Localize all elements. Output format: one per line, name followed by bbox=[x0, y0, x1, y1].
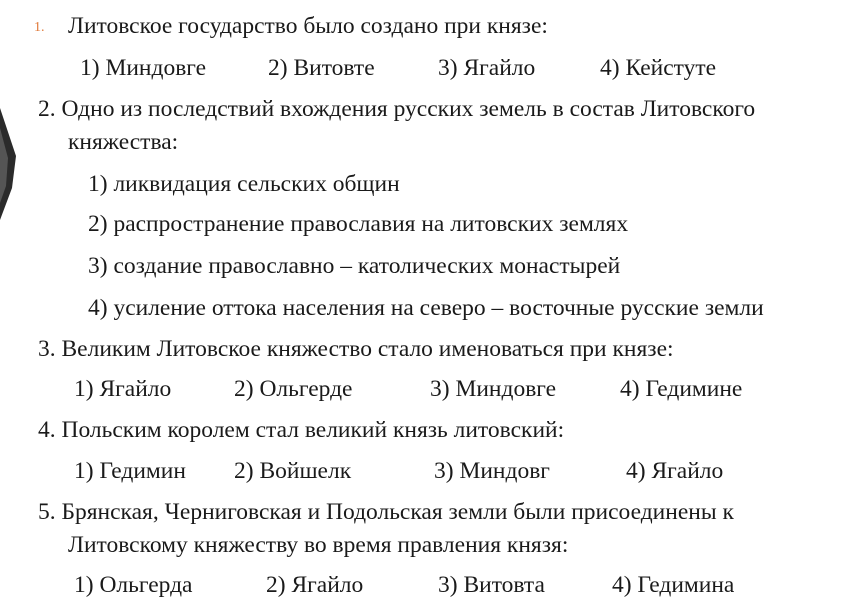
question-5-option-2: 2) Ягайло bbox=[266, 572, 364, 598]
question-1-text: Литовское государство было создано при князе: bbox=[68, 13, 548, 39]
question-5-option-3: 3) Витовта bbox=[438, 572, 545, 598]
left-edge-decoration bbox=[0, 108, 16, 220]
question-1-option-2: 2) Витовте bbox=[268, 55, 375, 81]
question-2-option-1: 1) ликвидация сельских общин bbox=[88, 171, 400, 197]
question-4-option-1: 1) Гедимин bbox=[74, 458, 186, 484]
question-4-option-3: 3) Миндовг bbox=[434, 458, 550, 484]
question-2-text-line-1: 2. Одно из последствий вхождения русских земель в состав Литовского bbox=[38, 96, 756, 122]
question-1-option-4: 4) Кейстуте bbox=[600, 55, 717, 81]
question-1-option-3: 3) Ягайло bbox=[438, 55, 536, 81]
question-2-option-3: 3) создание православно – католических монастырей bbox=[88, 253, 621, 279]
question-4-option-2: 2) Войшелк bbox=[234, 458, 352, 484]
question-2-option-4: 4) усиление оттока населения на северо – восточные русские земли bbox=[88, 295, 764, 321]
question-5-option-4: 4) Гедимина bbox=[612, 572, 735, 598]
question-3-option-1: 1) Ягайло bbox=[74, 376, 172, 402]
question-2-text-line-2: княжества: bbox=[68, 129, 179, 155]
question-5-text-line-2: Литовскому княжеству во время правления князя: bbox=[68, 532, 569, 558]
question-3-text: 3. Великим Литовское княжество стало именоваться при князе: bbox=[38, 336, 674, 362]
question-5-text-line-1: 5. Брянская, Черниговская и Подольская земли были присоединены к bbox=[38, 499, 734, 525]
question-1-number: 1. bbox=[34, 20, 45, 35]
question-3-option-3: 3) Миндовге bbox=[430, 376, 557, 402]
question-3-option-2: 2) Ольгерде bbox=[234, 376, 353, 402]
question-5-option-1: 1) Ольгерда bbox=[74, 572, 193, 598]
question-2-option-2: 2) распространение православия на литовских землях bbox=[88, 211, 629, 237]
question-3-option-4: 4) Гедимине bbox=[620, 376, 743, 402]
question-4-option-4: 4) Ягайло bbox=[626, 458, 724, 484]
question-1-option-1: 1) Миндовге bbox=[80, 55, 207, 81]
question-4-text: 4. Польским королем стал великий князь литовский: bbox=[38, 417, 565, 443]
